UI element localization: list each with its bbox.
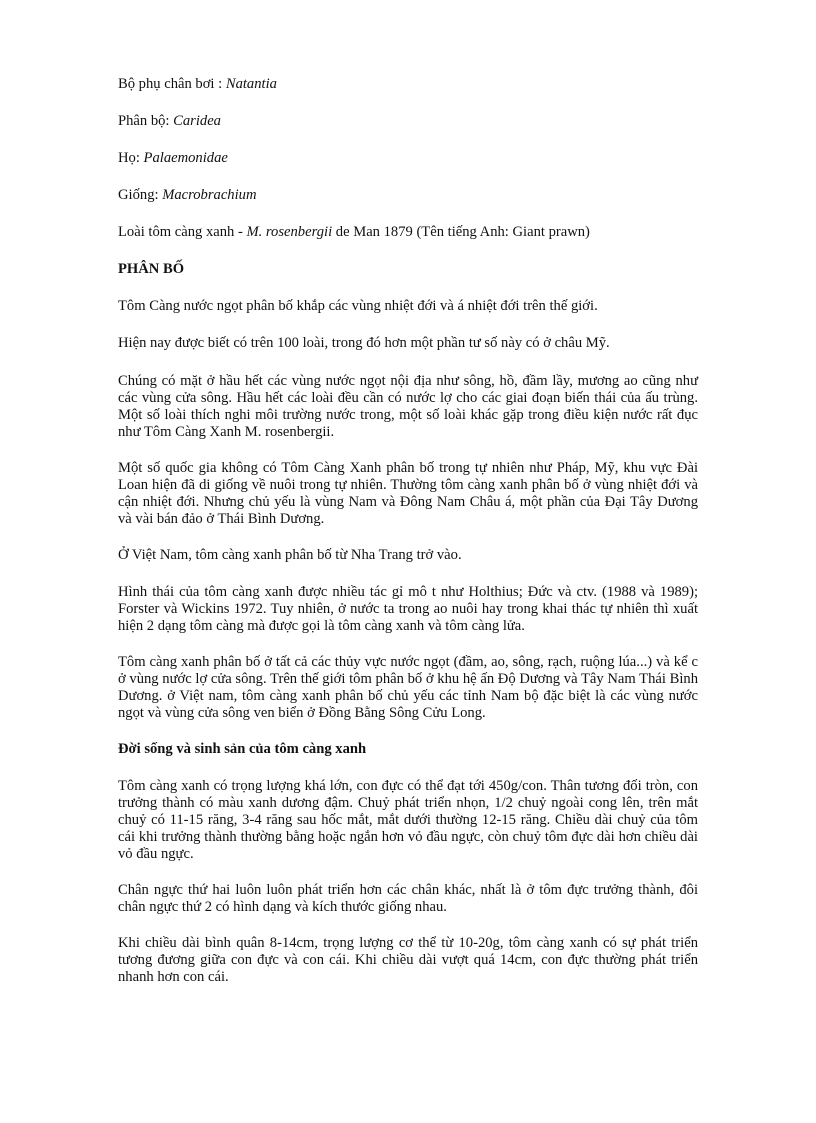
distribution-paragraph: Chúng có mặt ở hầu hết các vùng nước ngọt nội địa như sông, hồ, đầm lầy, mương ao cũng như các vùng cửa sông. Hầu hết các loài đều cần có nước lợ cho các giai đoạn biến thái của ấu trùng. Một số loài thích nghi môi trường nước trong, một số loài khác gặp trong điều kiện nước rất đục như Tôm Càng Xanh M. rosenbergii. [118,373,698,440]
life-heading: Đời sống và sinh sản của tôm càng xanh [118,741,367,757]
species-name: M. rosenbergii [246,224,333,240]
distribution-paragraph: Tôm Càng nước ngọt phân bố khắp các vùng nhiệt đới và á nhiệt đới trên thế giới. [118,298,598,314]
taxonomy-label: Họ: [118,150,144,166]
distribution-heading: PHÂN BỐ [118,261,185,277]
species-suffix: de Man 1879 (Tên tiếng Anh: Giant prawn) [332,224,590,240]
species-prefix: Loài tôm càng xanh - [118,224,247,240]
taxonomy-genus [118,187,698,204]
taxonomy-suborder [118,76,698,93]
distribution-paragraph: Hiện nay được biết có trên 100 loài, trong đó hơn một phần tư số này có ở châu Mỹ. [118,335,610,351]
taxonomy-label: Phân bộ: [118,113,174,129]
distribution-paragraph: Một số quốc gia không có Tôm Càng Xanh phân bố trong tự nhiên như Pháp, Mỹ, khu vực Đài Loan hiện đã di giống về nuôi trong tự nhiên. Thường tôm càng xanh phân bố ở vùng nhiệt đới và cận nhiệt đới. Nhưng chủ yếu là vùng Nam và Đông Nam Châu á, một phần của Đại Tây Dương và vài bán đảo ở Thái Bình Dương. [118,460,698,527]
document-page [118,76,698,986]
taxonomy-label: Giống: [118,187,163,203]
distribution-paragraph: Hình thái của tôm càng xanh được nhiều tác gỉ mô t như Holthius; Đức và ctv. (1988 và 1989); Forster và Wickins 1972. Tuy nhiên, ở nước ta trong ao nuôi hay trong khai thác tự nhiên thì xuất hiện 2 dạng tôm càng mà được gọi là tôm càng xanh và tôm càng lửa. [118,584,698,634]
distribution-paragraph: Tôm càng xanh phân bố ở tất cả các thủy vực nước ngọt (đầm, ao, sông, rạch, ruộng lúa...) và kể c ở vùng nước lợ cửa sông. Trên thế giới tôm phân bố ở khu hệ ấn Độ Dương và Tây Nam Thái Bình Dương. ở Việt nam, tôm càng xanh phân bố chủ yếu các tỉnh Nam bộ đặc biệt là các vùng nước ngọt và vùng cửa sông ven biển ở Đồng Bằng Sông Cửu Long. [118,654,698,721]
life-paragraph: Khi chiều dài bình quân 8-14cm, trọng lượng cơ thể từ 10-20g, tôm càng xanh có sự phát triển tương đương giữa con đực và con cái. Khi chiều dài vượt quá 14cm, con đực thường phát triển nhanh hơn con cái. [118,935,698,985]
distribution-paragraph: Ở Việt Nam, tôm càng xanh phân bố từ Nha Trang trở vào. [118,547,462,563]
taxonomy-value: Palaemonidae [143,150,228,166]
taxonomy-family [118,150,698,167]
life-paragraph: Chân ngực thứ hai luôn luôn phát triển hơn các chân khác, nhất là ở tôm đực trưởng thành, đôi chân ngực thứ 2 có hình dạng và kích thước giống nhau. [118,882,698,915]
taxonomy-value: Macrobrachium [162,187,257,203]
taxonomy-label: Bộ phụ chân bơi : [118,76,226,92]
taxonomy-value: Caridea [173,113,221,129]
taxonomy-species [118,224,698,241]
taxonomy-infraorder [118,113,698,130]
life-paragraph: Tôm càng xanh có trọng lượng khá lớn, con đực có thể đạt tới 450g/con. Thân tương đối tròn, con trưởng thành có màu xanh dương đậm. Chuỷ phát triển nhọn, 1/2 chuỷ ngoài cong lên, trên mắt chuỷ có 11-15 răng, 3-4 răng sau hốc mắt, mắt dưới thường 12-15 răng. Chiều dài chuỷ của tôm cái khi trưởng thành thường bằng hoặc ngắn hơn vỏ đầu ngực, còn chuỷ tôm đực dài hơn chiều dài vỏ đầu ngực. [118,778,698,862]
taxonomy-value: Natantia [225,76,277,92]
